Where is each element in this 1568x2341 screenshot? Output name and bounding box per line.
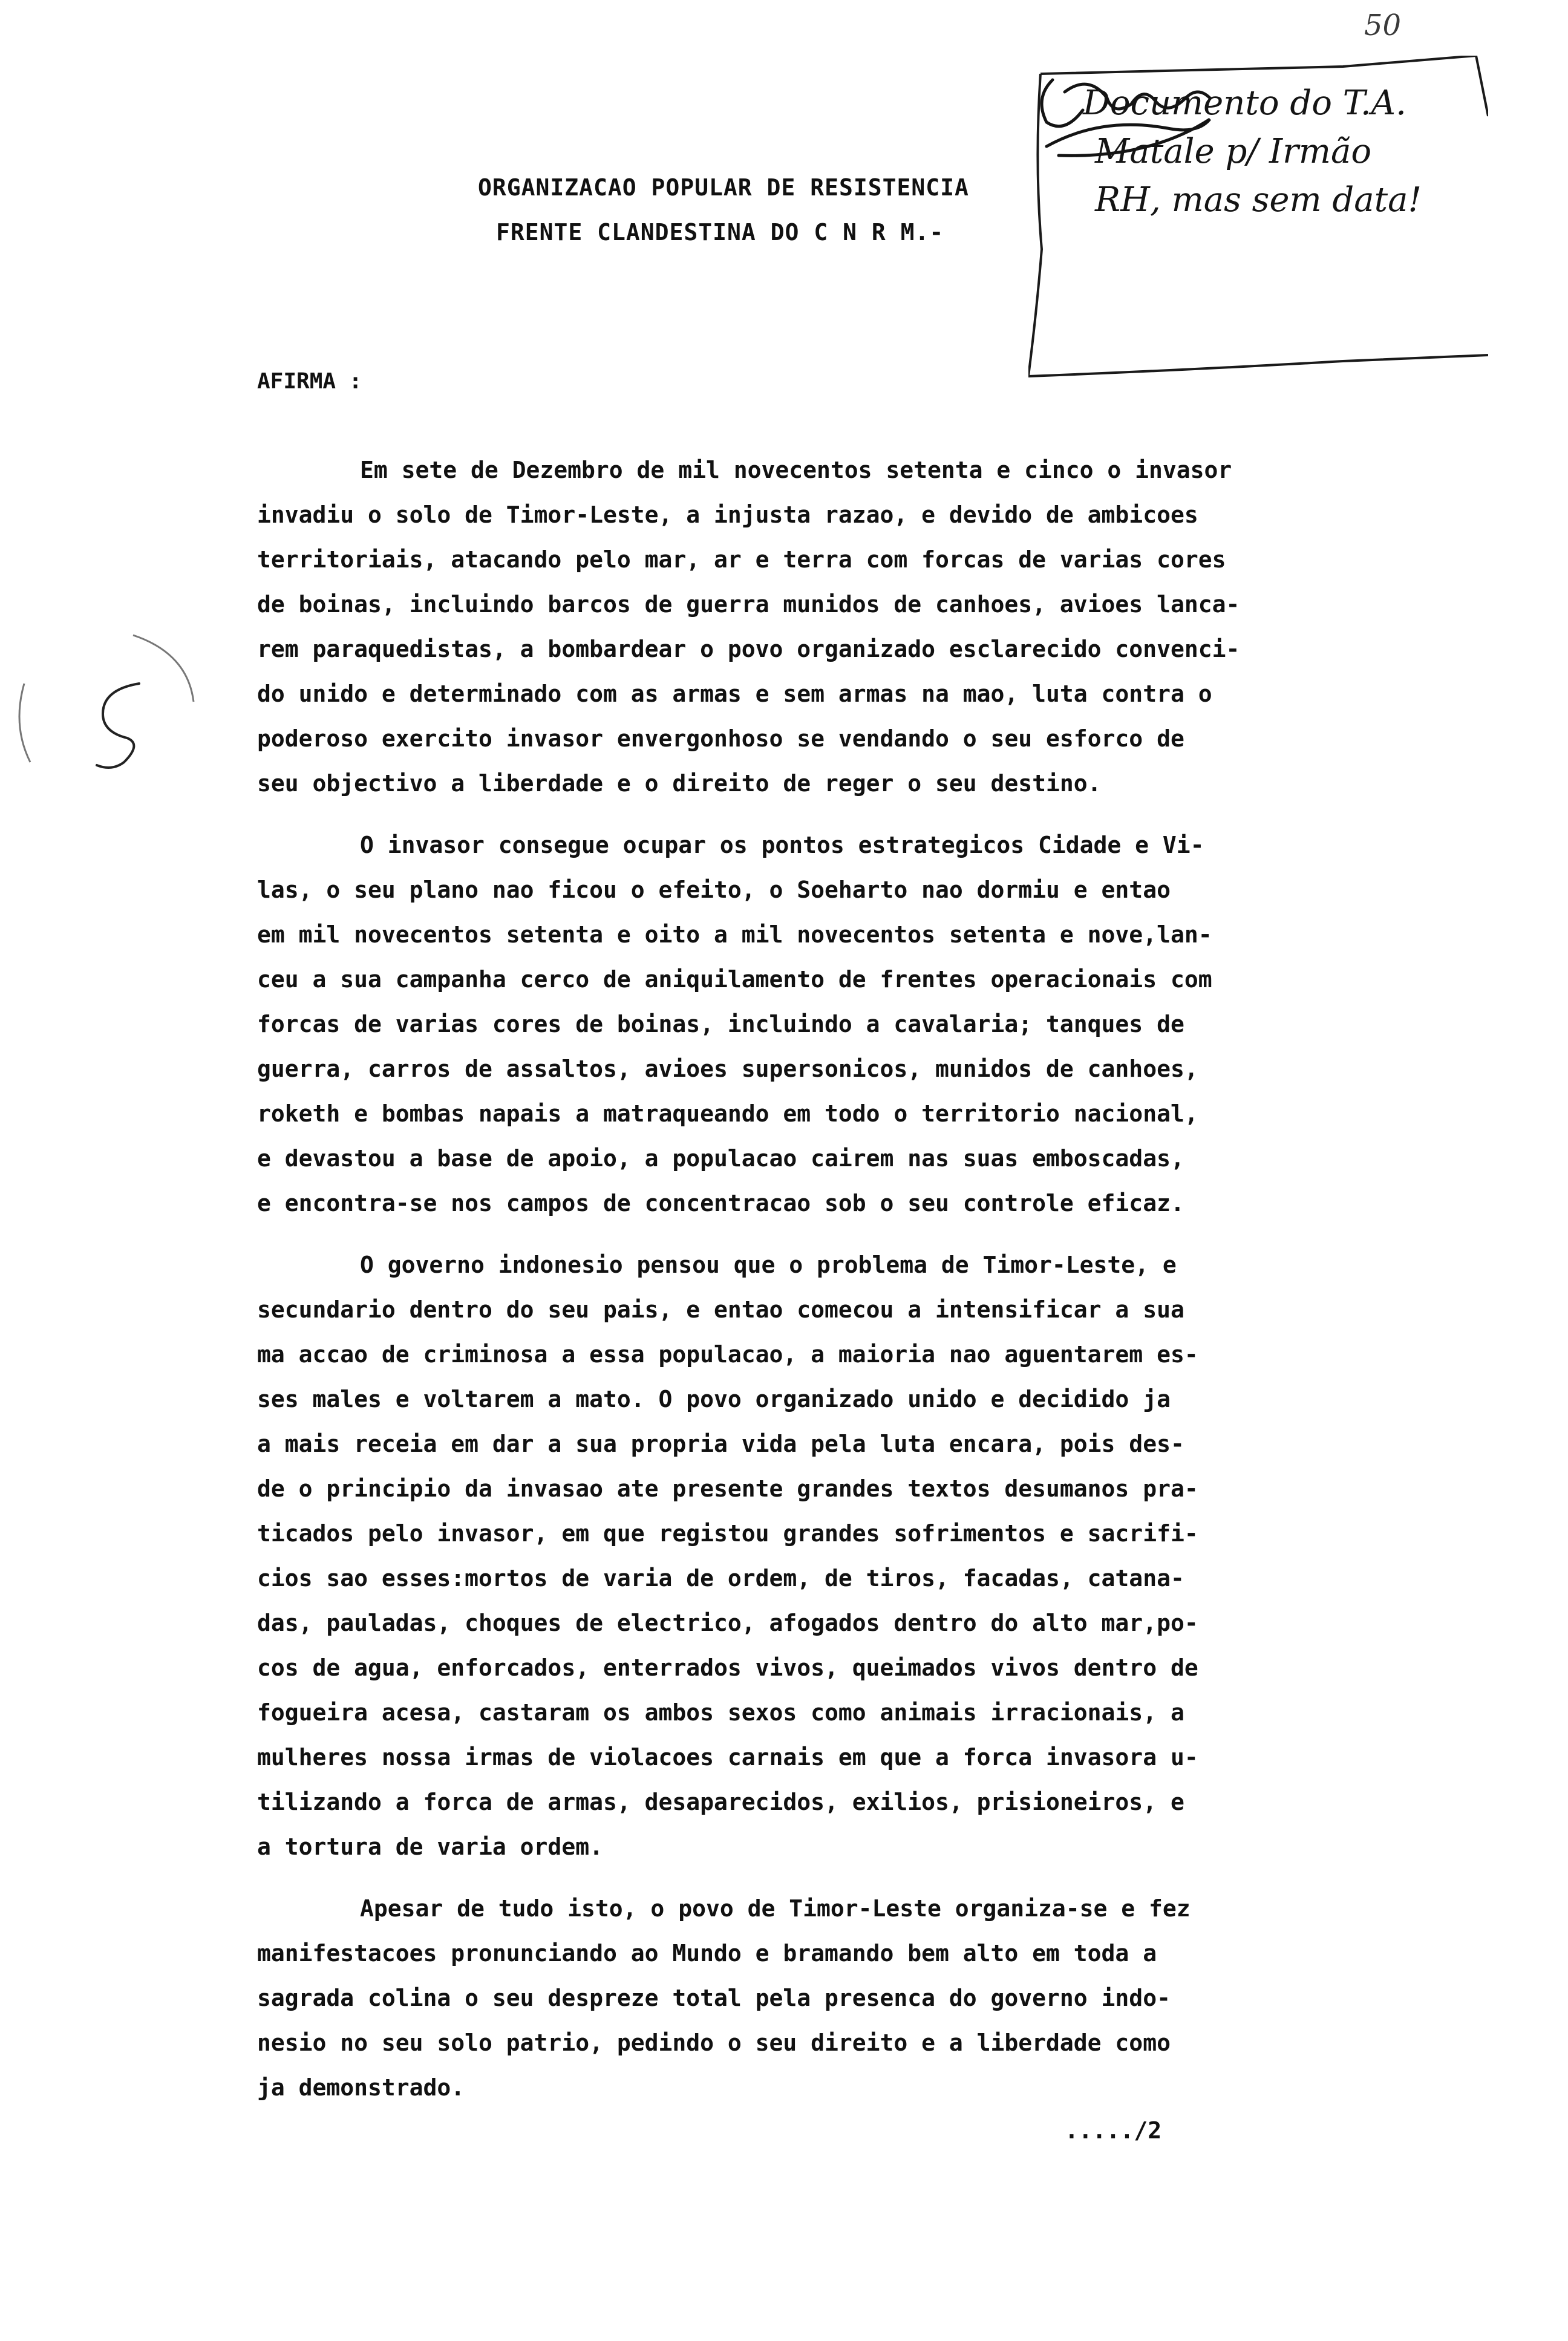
- text-line: forcas de varias cores de boinas, incluindo a cavalaria; tanques de: [257, 1011, 1184, 1037]
- page-continuation: ...../2: [1065, 2117, 1162, 2144]
- text-line: e devastou a base de apoio, a populacao cairem nas suas emboscadas,: [257, 1145, 1184, 1172]
- text-line: ticados pelo invasor, em que registou grandes sofrimentos e sacrifi-: [257, 1520, 1198, 1547]
- text-line: ses males e voltarem a mato. O povo organizado unido e decidido ja: [257, 1386, 1171, 1412]
- note-line-2: Matale p/ Irmão: [1095, 132, 1372, 171]
- text-line: de o principio da invasao ate presente grandes textos desumanos pra-: [257, 1475, 1198, 1502]
- signature: [1028, 56, 1222, 165]
- text-line: poderoso exercito invasor envergonhoso se vendando o seu esforco de: [257, 725, 1184, 752]
- handwritten-note: [1028, 56, 1488, 382]
- text-line: ceu a sua campanha cerco de aniquilamento de frentes operacionais com: [257, 966, 1212, 993]
- text-line: sagrada colina o seu despreze total pela presenca do governo indo-: [257, 1985, 1171, 2011]
- text-line: Em sete de Dezembro de mil novecentos setenta e cinco o invasor: [360, 457, 1232, 483]
- text-line: fogueira acesa, castaram os ambos sexos como animais irracionais, a: [257, 1699, 1184, 1726]
- text-line: cios sao esses:mortos de varia de ordem, de tiros, facadas, catana-: [257, 1565, 1184, 1592]
- text-line: ma accao de criminosa a essa populacao, a maioria nao aguentarem es-: [257, 1341, 1198, 1368]
- margin-circle-mark: [12, 629, 206, 786]
- text-line: em mil novecentos setenta e oito a mil novecentos setenta e nove,lan-: [257, 921, 1212, 948]
- paragraph-3: [257, 1242, 1346, 1869]
- text-line: roketh e bombas napais a matraqueando em todo o territorio nacional,: [257, 1100, 1198, 1127]
- text-line: secundario dentro do seu pais, e entao comecou a intensificar a sua: [257, 1296, 1184, 1323]
- text-line: manifestacoes pronunciando ao Mundo e bramando bem alto em toda a: [257, 1940, 1157, 1967]
- note-line-1: Documento do T.A.: [1083, 83, 1406, 123]
- text-line: seu objectivo a liberdade e o direito de reger o seu destino.: [257, 770, 1102, 797]
- text-line: mulheres nossa irmas de violacoes carnais em que a forca invasora u-: [257, 1744, 1198, 1771]
- organization-heading: ORGANIZACAO POPULAR DE RESISTENCIA: [478, 174, 969, 201]
- text-line: nesio no seu solo patrio, pedindo o seu direito e a liberdade como: [257, 2029, 1171, 2056]
- text-line: das, pauladas, choques de electrico, afogados dentro do alto mar,po-: [257, 1610, 1198, 1636]
- organization-subheading: FRENTE CLANDESTINA DO C N R M.-: [496, 219, 944, 246]
- afirma-label: AFIRMA :: [257, 369, 362, 394]
- document-body: [257, 448, 1346, 2127]
- text-line: guerra, carros de assaltos, avioes supersonicos, munidos de canhoes,: [257, 1056, 1198, 1082]
- page-number: 50: [1364, 8, 1402, 42]
- text-line: rem paraquedistas, a bombardear o povo organizado esclarecido convenci-: [257, 636, 1240, 662]
- text-line: O invasor consegue ocupar os pontos estrategicos Cidade e Vi-: [360, 832, 1204, 858]
- text-line: O governo indonesio pensou que o problema de Timor-Leste, e: [360, 1252, 1177, 1278]
- text-line: e encontra-se nos campos de concentracao sob o seu controle eficaz.: [257, 1190, 1184, 1216]
- text-line: cos de agua, enforcados, enterrados vivos, queimados vivos dentro de: [257, 1654, 1198, 1681]
- margin-page-mark: [12, 629, 206, 786]
- paragraph-1: [257, 448, 1346, 806]
- paragraph-4: [257, 1886, 1346, 2110]
- text-line: de boinas, incluindo barcos de guerra munidos de canhoes, avioes lanca-: [257, 591, 1240, 618]
- text-line: do unido e determinado com as armas e sem armas na mao, luta contra o: [257, 681, 1212, 707]
- note-line-3: RH, mas sem data!: [1095, 180, 1422, 220]
- text-line: Apesar de tudo isto, o povo de Timor-Leste organiza-se e fez: [360, 1895, 1191, 1922]
- text-line: territoriais, atacando pelo mar, ar e terra com forcas de varias cores: [257, 546, 1226, 573]
- text-line: a mais receia em dar a sua propria vida pela luta encara, pois des-: [257, 1431, 1184, 1457]
- text-line: las, o seu plano nao ficou o efeito, o Soeharto nao dormiu e entao: [257, 877, 1171, 903]
- text-line: tilizando a forca de armas, desaparecidos, exilios, prisioneiros, e: [257, 1789, 1184, 1815]
- text-line: a tortura de varia ordem.: [257, 1833, 603, 1860]
- paragraph-2: [257, 823, 1346, 1226]
- text-line: ja demonstrado.: [257, 2074, 465, 2101]
- text-line: invadiu o solo de Timor-Leste, a injusta razao, e devido de ambicoes: [257, 501, 1198, 528]
